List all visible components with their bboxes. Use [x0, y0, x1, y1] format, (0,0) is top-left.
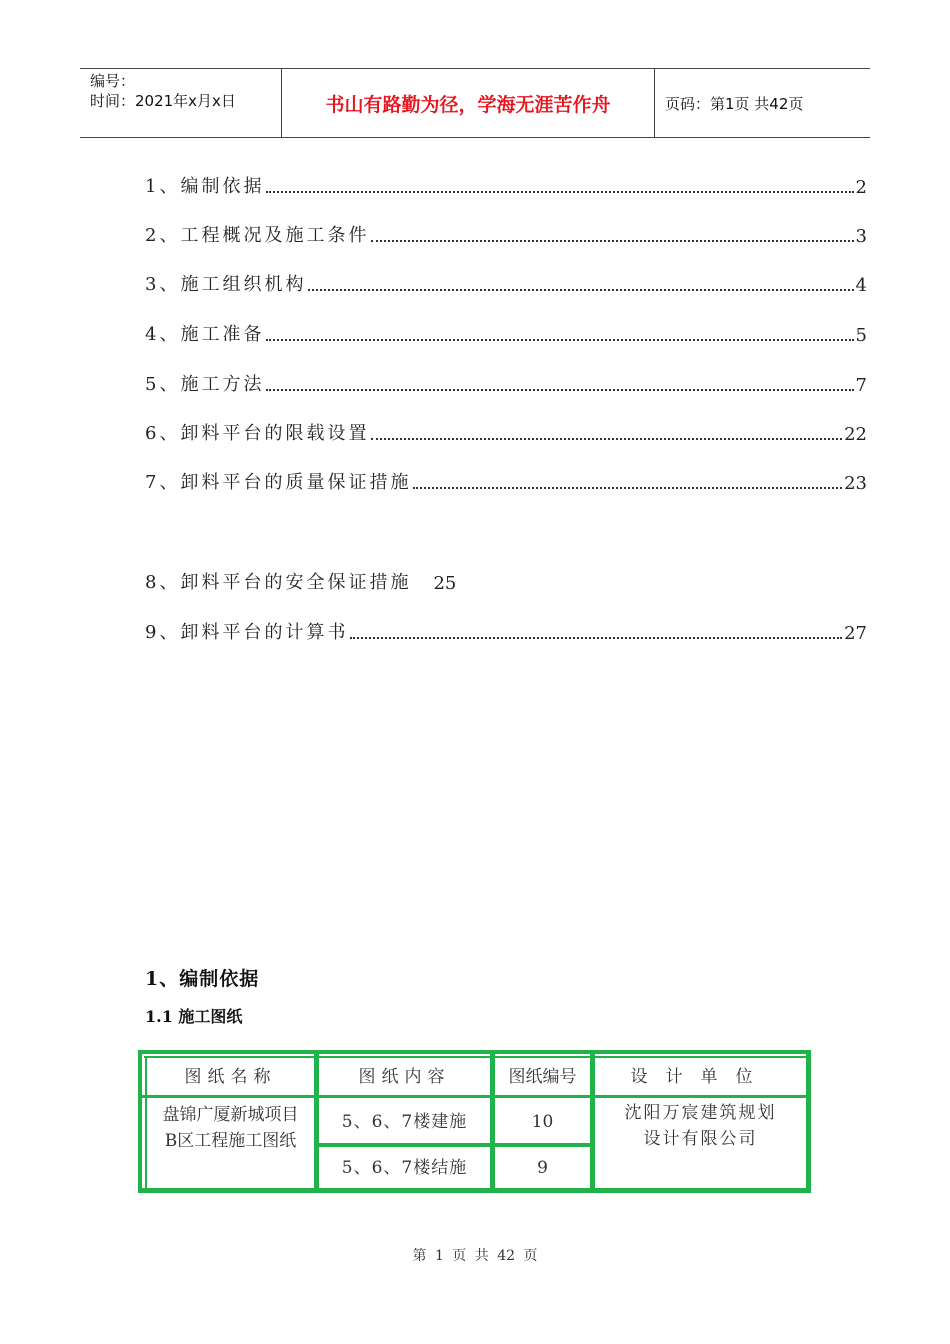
toc-entry[interactable]: [145, 370, 867, 396]
time-label: 时间：2021年x月x日: [90, 92, 236, 110]
toc-leader-dots: [266, 339, 853, 341]
toc-leader-dots: [308, 289, 853, 291]
header-cell: 设计单位: [630, 1066, 771, 1087]
header-page-info: 页码：第1页 共42页: [665, 94, 804, 113]
toc-leader-dots: [371, 240, 853, 242]
toc-entry-title: 8、卸料平台的安全保证措施: [145, 572, 412, 593]
designer-line: 沈阳万宸建筑规划: [624, 1103, 777, 1123]
toc-entry-page: 5: [855, 325, 867, 346]
drawing-name-cell: [147, 1100, 314, 1156]
drawings-table: [138, 1050, 811, 1195]
table-border: [138, 1188, 811, 1193]
toc-entry-title: 2、工程概况及施工条件: [145, 225, 370, 246]
code-label: 编号：: [90, 72, 136, 90]
toc-entry[interactable]: [145, 320, 867, 346]
toc-entry[interactable]: [145, 270, 867, 296]
toc-entry[interactable]: [145, 172, 867, 198]
toc-entry-title: 4、施工准备: [145, 324, 265, 345]
designer-cell: [595, 1100, 806, 1152]
section-heading: 1、编制依据: [145, 968, 260, 990]
toc-entry-page: 22: [844, 424, 867, 445]
toc-entry[interactable]: [145, 419, 867, 445]
drawing-content-cell: 5、6、7楼建施: [341, 1111, 468, 1132]
page-footer: 第 1 页 共 42 页: [412, 1248, 538, 1264]
toc-entry-page: 4: [855, 275, 867, 296]
toc-entry-title: 9、卸料平台的计算书: [145, 622, 349, 643]
toc-entry-page: 7: [855, 375, 867, 396]
toc-leader-dots: [266, 191, 853, 193]
drawing-number-cell: 10: [531, 1111, 554, 1132]
toc-entry[interactable]: [145, 221, 867, 247]
header-divider: [654, 69, 655, 137]
toc-entry[interactable]: [145, 468, 867, 494]
toc-leader-dots: [413, 487, 842, 489]
toc-entry-page: 23: [844, 473, 867, 494]
toc-entry-title: 7、卸料平台的质量保证措施: [145, 472, 412, 493]
toc-entry-page: 2: [855, 177, 867, 198]
toc-entry-title: 5、施工方法: [145, 374, 265, 395]
header-motto: 书山有路勤为径，学海无涯苦作舟: [325, 93, 611, 116]
drawing-content-cell: 5、6、7楼结施: [341, 1157, 468, 1178]
drawing-name-line: 盘锦广厦新城项目: [162, 1105, 299, 1125]
table-border: [138, 1050, 811, 1054]
table-border: [138, 1050, 142, 1193]
toc-entry-page: 3: [855, 226, 867, 247]
page-header: [80, 68, 870, 138]
toc-leader-dots: [350, 637, 842, 639]
toc-entry-page: 25: [433, 573, 457, 594]
toc-entry-page: 27: [844, 623, 867, 644]
drawing-number-cell: 9: [537, 1157, 548, 1178]
toc-leader-dots: [371, 438, 842, 440]
toc-entry[interactable]: [145, 568, 456, 594]
drawing-name-line: B区工程施工图纸: [164, 1131, 297, 1151]
header-meta: [90, 71, 236, 111]
header-cell: 图纸名称: [184, 1066, 277, 1087]
subsection-heading: 1.1 施工图纸: [145, 1007, 243, 1026]
toc-entry-title: 6、卸料平台的限载设置: [145, 423, 370, 444]
table-border: [142, 1095, 806, 1098]
toc-leader-dots: [266, 389, 853, 391]
toc-entry[interactable]: [145, 618, 867, 644]
toc-entry-title: 3、施工组织机构: [145, 274, 307, 295]
header-cell: 图纸内容: [358, 1066, 451, 1087]
table-border: [806, 1050, 811, 1193]
toc-entry-title: 1、编制依据: [145, 176, 265, 197]
designer-line: 设计有限公司: [643, 1129, 758, 1149]
header-cell: 图纸编号: [508, 1066, 577, 1087]
